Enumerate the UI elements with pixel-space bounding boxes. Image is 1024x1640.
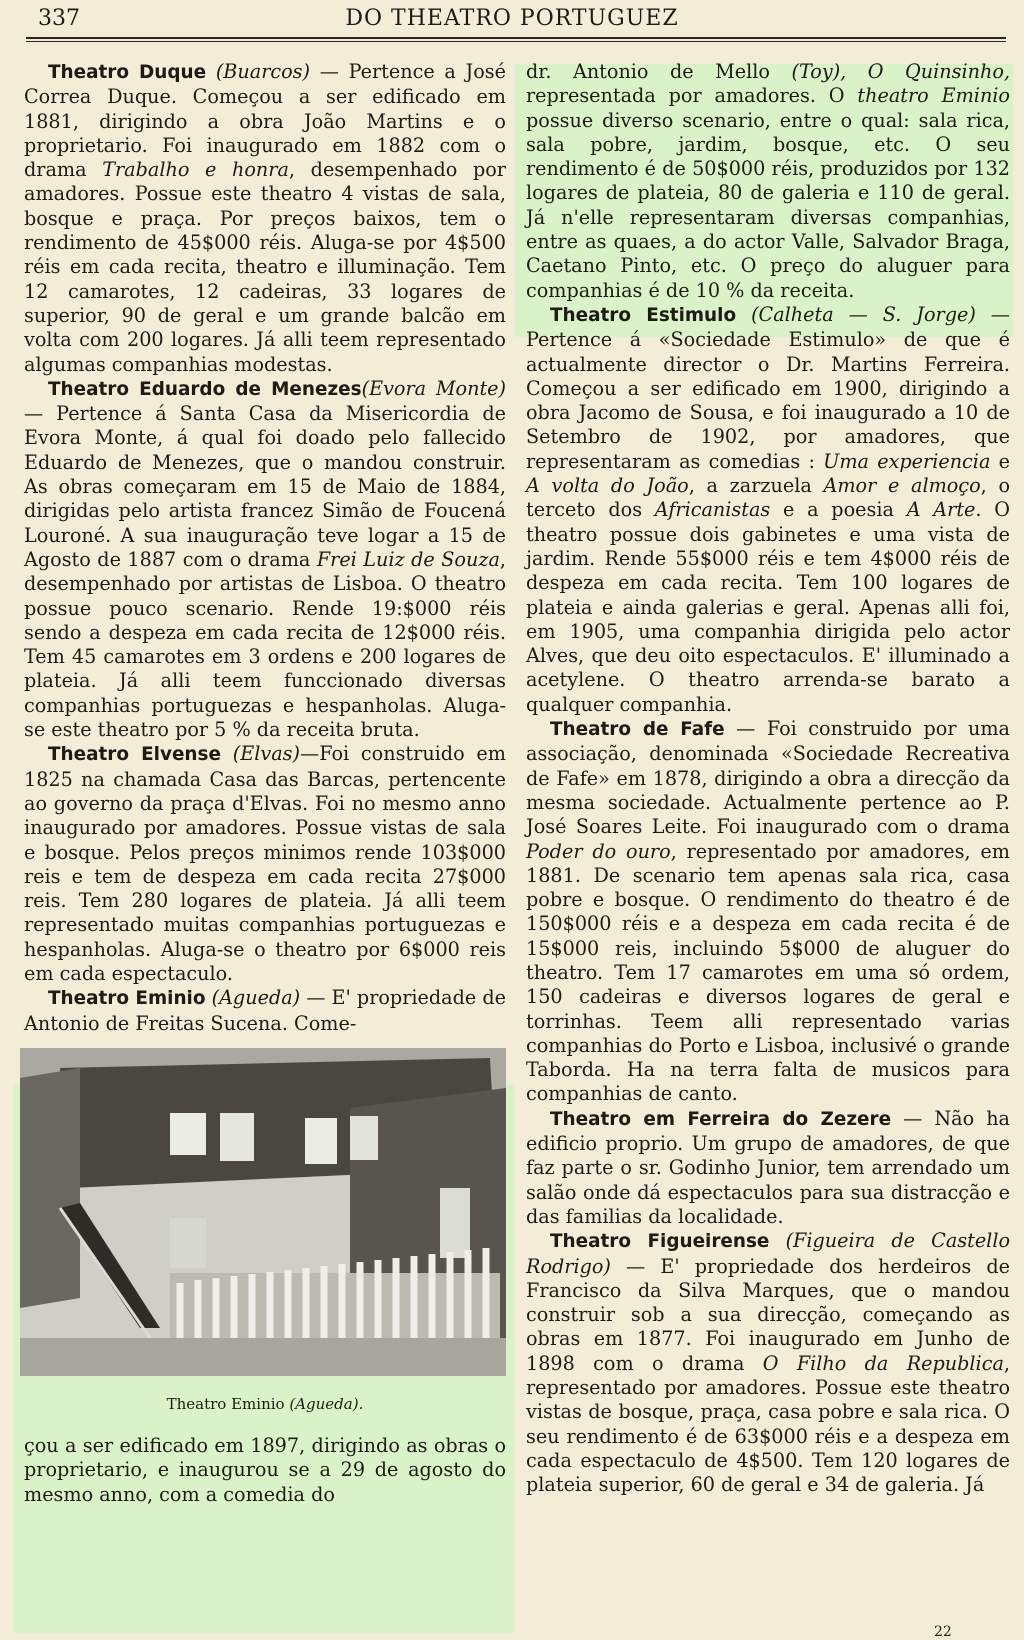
- entry-fafe: [526, 717, 1010, 1107]
- play-title: Amor e almoço: [823, 474, 981, 498]
- entry-eminio: [24, 986, 506, 1036]
- entry-text: — E' propriedade de Antonio de Freitas Sucena. Come-: [24, 986, 506, 1035]
- play-title: (Toy), O Quinsinho,: [791, 60, 1010, 83]
- entry-title: Theatro Duque: [48, 62, 207, 83]
- play-title: Africanistas: [654, 498, 771, 522]
- entry-text: , representado por amadores. Possue este theatro vistas de bosque, praça, casa pobre e sala rica. O seu rendimento é de 63$000 réis e a despeza em cada espectaculo de 4$500. Tem 120 logares de plateia superior, 60 de geral e 34 de galeria. Já: [526, 1351, 1010, 1497]
- entry-place: (Buarcos): [215, 60, 310, 83]
- signature-mark: 22: [934, 1624, 952, 1640]
- play-title: Frei Luiz de Souza: [316, 547, 500, 571]
- window: [170, 1113, 206, 1155]
- entry-text: . O theatro possue dois gabinetes e uma vista de jardim. Rende 55$000 réis e tem 4$000 réis de despeza em cada recita. Tem 100 logares de plateia e ainda galerias e geral. Apenas alli foi, em 1905, uma companhia dirigida pelo actor Alves, que deu oito espectaculos. E' illuminado a acetylene. O theatro arrenda-se barato a qualquer companhia.: [526, 498, 1010, 716]
- entry-place: (Elvas): [232, 742, 300, 766]
- left-column: [24, 60, 506, 1507]
- play-title: A volta do João: [526, 474, 689, 498]
- window: [170, 1218, 206, 1268]
- entry-text: —Foi construido em 1825 na chamada Casa das Barcas, pertencente ao governo da praça d'Elvas. Foi no mesmo anno inaugurado por amadores. Possue vistas de sala e bosque. Pelos preços minimos rende 103$000 reis e tem de despeza em cada recita 27$000 reis. Tem 280 logares de plateia. Já alli teem representado muitas companhias portuguezas e hespanholas. Aluga-se o theatro por 6$000 reis em cada espectaculo.: [24, 742, 506, 985]
- photo-caption: [24, 1392, 506, 1416]
- play-title: Trabalho e honra: [102, 158, 289, 182]
- entry-text: — E' propriedade dos herdeiros de Francisco da Silva Marques, que o mandou construir sob a sua direcção, começando as obras em 1877. Foi inaugurado em Junho de 1898 com o drama: [526, 1254, 1010, 1375]
- window: [220, 1113, 254, 1161]
- page-number: 337: [38, 6, 80, 31]
- header-rule: [26, 37, 1006, 39]
- entry-text: , desempenhado por amadores. Possue este theatro 4 vistas de sala, bosque e praça. Por preços baixos, tem o rendimento de 45$000 réis. Aluga-se por 4$500 réis em cada recita, theatro e illuminação. Tem 12 camarotes, 12 cadeiras, 33 logares de superior, 90 de geral e um grande balcão em volta com 200 logares. Já alli teem representado algumas companhias modestas.: [24, 158, 506, 376]
- entry-eminio-cont: [24, 1434, 506, 1507]
- entry-text: dr. Antonio de Mello: [526, 60, 792, 83]
- entry-text: — Foi construido por uma associação, denominada «Sociedade Recreativa de Fafe» em 1878, dirigindo a obra a direcção da mesma sociedade. Actualmente pertence ao P. José Soares Leite. Foi inaugurado com o drama: [526, 717, 1010, 839]
- window: [305, 1118, 337, 1164]
- entry-title: Theatro Elvense: [48, 744, 221, 766]
- caption-text: Theatro Eminio: [166, 1394, 285, 1413]
- entry-text: — Pertence a José Correa Duque. Começou a ser edificado em 1881, dirigindo a obra João Martins e o proprietario. Foi inaugurado em 1882 com o drama: [24, 60, 506, 182]
- entry-text: , a zarzuela: [688, 474, 824, 498]
- entry-eminio-right: [526, 60, 1010, 303]
- entry-text: — Não ha edificio proprio. Um grupo de amadores, de que faz parte o sr. Godinho Junior, tem arrendado um salão onde dá espectaculos para sua distracção e das familias da localidade.: [526, 1106, 1010, 1228]
- entry-duque: [24, 60, 506, 377]
- play-title: O Filho da Republica: [762, 1351, 1004, 1375]
- caption-place: (Agueda).: [289, 1394, 364, 1413]
- entry-text: çou a ser edificado em 1897, dirigindo as obras o proprietario, e inaugurou se a 29 de agosto do mesmo anno, com a comedia do: [24, 1434, 506, 1506]
- entry-title: Theatro Figueirense: [550, 1231, 770, 1253]
- entry-elvense: [24, 742, 506, 986]
- entry-title: Theatro em Ferreira do Zezere: [550, 1108, 892, 1130]
- entry-text: , desempenhado por artistas de Lisboa. O theatro possue pouco scenario. Rende 19:$000 réis sendo a despeza em cada recita de 12$000 réis. Tem 45 camarotes em 3 ordens e 200 logares de plateia. Já alli teem funccionado diversas companhias portuguezas e hespanholas. Aluga-se este theatro por 5 % da receita bruta.: [24, 547, 506, 742]
- entry-text: , representado por amadores, em 1881. De scenario tem apenas sala rica, casa pobre e bosque. O rendimento do theatro é de 150$000 réis e a despeza em cada recita é de 15$000 reis, incluindo 5$000 de aluguer do theatro. Tem 17 camarotes em uma só ordem, 150 cadeiras e diversos logares de geral e torrinhas. Teem alli representado varias companhias do Porto e Lisboa, inclusivé o grande Taborda. Ha na terra falta de musicos para companhias de canto.: [526, 839, 1010, 1106]
- play-title: Uma experiencia: [823, 449, 991, 473]
- play-title: Poder do ouro: [526, 839, 671, 863]
- subject-name: theatro Eminio: [857, 84, 1010, 108]
- entry-title: Theatro Eduardo de Menezes: [48, 378, 362, 400]
- entry-title: Theatro Estimulo: [550, 304, 737, 326]
- entry-menezes: [24, 377, 506, 742]
- entry-place: (Figueira de Castello Rodrigo): [526, 1229, 1011, 1278]
- entry-place: (Calheta — S. Jorge): [751, 302, 976, 326]
- entry-text: possue diverso scenario, entre o qual: sala rica, sala pobre, jardim, bosque, etc. O seu rendimento é de 50$000 réis, produzidos por 132 logares de plateia, 80 de galeria e 110 de geral. Já n'elle representaram diversas companhias, entre as quaes, a do actor Valle, Salvador Braga, Caetano Pinto, etc. O preço do aluguer para companhias é de 10 % da receita.: [526, 108, 1010, 302]
- entry-text: — Pertence á «Sociedade Estimulo» de que é actualmente director o Dr. Martins Ferreira. Começou a ser edificado em 1900, dirigindo a obra Jacomo de Sousa, e foi inaugurado a 10 de Setembro de 1902, por amadores, que representaram as comedias :: [526, 302, 1010, 473]
- entry-ferreira: [526, 1107, 1010, 1229]
- running-title: DO THEATRO PORTUGUEZ: [345, 6, 679, 31]
- theatre-photo: [20, 1048, 506, 1376]
- entry-place: (Evora Monte): [361, 376, 506, 400]
- entry-text: e a poesia: [770, 498, 907, 522]
- entry-text: representada por amadores. O: [526, 84, 858, 108]
- entry-title: Theatro de Fafe: [550, 719, 725, 741]
- play-title: A Arte: [906, 498, 976, 522]
- entry-text: , o terceto dos: [526, 474, 1010, 522]
- entry-figueirense: [526, 1229, 1010, 1497]
- entry-text: — Pertence á Santa Casa da Misericordia de Evora Monte, á qual foi doado pelo fallecido Eduardo de Menezes, que o mandou construir. As obras começaram em 15 de Maio de 1884, dirigidas pelo artista francez Simão de Foucená Louroné. A sua inauguração teve logar a 15 de Agosto de 1887 com o drama: [24, 402, 506, 571]
- entry-title: Theatro Eminio: [48, 988, 206, 1010]
- window: [440, 1188, 470, 1258]
- entry-place: (Agueda): [211, 986, 301, 1010]
- page-header: [0, 0, 1024, 44]
- right-column: [526, 60, 1010, 1498]
- header-rule-thin: [26, 41, 1006, 42]
- entry-estimulo: [526, 303, 1010, 717]
- entry-text: e: [990, 449, 1010, 473]
- window: [350, 1116, 378, 1160]
